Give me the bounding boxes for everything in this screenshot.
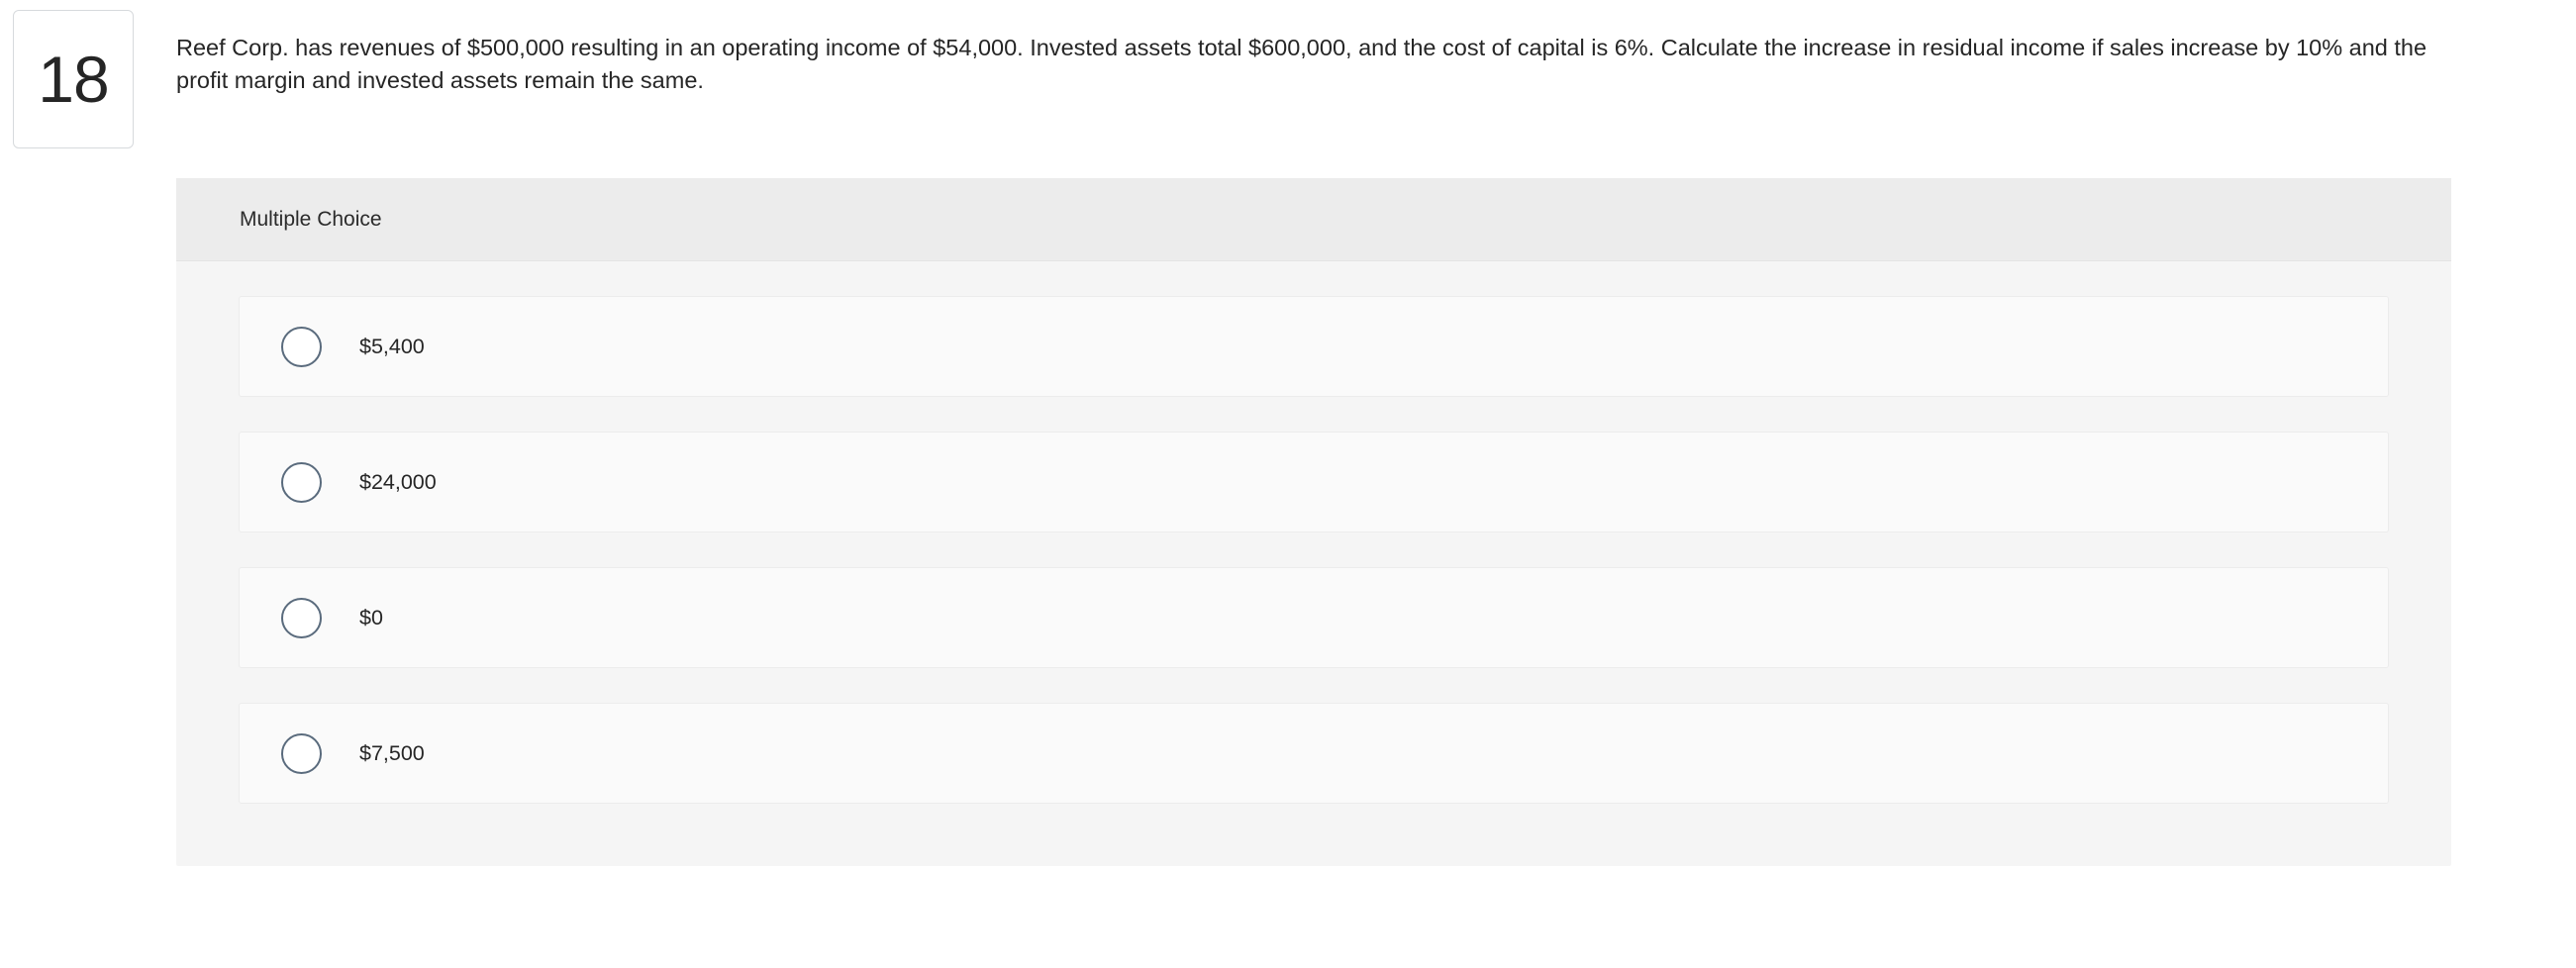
choice-label: $5,400 [359, 334, 425, 358]
choice-label: $7,500 [359, 740, 425, 765]
choice-option-1[interactable] [239, 296, 2389, 397]
choice-label: $24,000 [359, 469, 437, 494]
choice-label: $0 [359, 605, 383, 629]
radio-button-icon[interactable] [281, 462, 322, 503]
choice-list [176, 261, 2451, 866]
radio-button-icon[interactable] [281, 733, 322, 774]
choice-option-2[interactable] [239, 432, 2389, 532]
question-type-label: Multiple Choice [240, 207, 382, 231]
answer-panel-header [176, 178, 2451, 261]
question-text: Reef Corp. has revenues of $500,000 resulting in an operating income of $54,000. Invested assets total $600,000, and the cost of capital is 6%. Calculate the increase in residual income if sales increase by 10% and the profit margin and invested assets remain the same. [176, 35, 2427, 94]
choice-option-4[interactable] [239, 703, 2389, 804]
question-number: 18 [38, 43, 109, 116]
answer-panel [176, 178, 2451, 866]
radio-button-icon[interactable] [281, 327, 322, 367]
radio-button-icon[interactable] [281, 598, 322, 638]
question-number-badge [13, 10, 134, 148]
choice-option-3[interactable] [239, 567, 2389, 668]
